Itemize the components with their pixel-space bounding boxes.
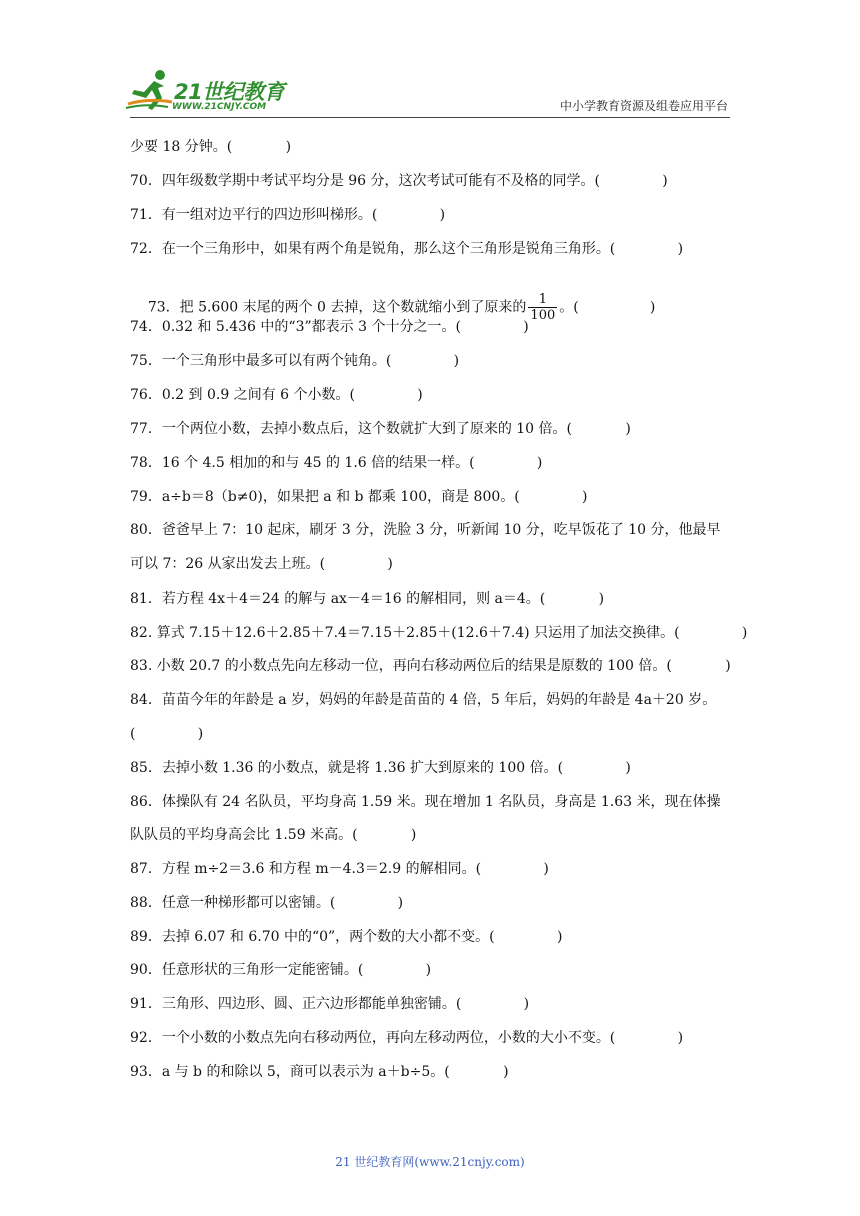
question-line: 71．有一组对边平行的四边形叫梯形。( ): [130, 207, 446, 223]
question-line: 83. 小数 20.7 的小数点先向左移动一位，再向右移动两位后的结果是原数的 100 倍。( ): [130, 658, 731, 674]
fraction: [528, 292, 557, 323]
fraction-denominator: 100: [530, 308, 556, 323]
site-logo[interactable]: [124, 68, 294, 116]
question-line: 76．0.2 到 0.9 之间有 6 个小数。( ): [130, 387, 423, 403]
question-line: 77．一个两位小数，去掉小数点后，这个数就扩大到了原来的 10 倍。( ): [130, 421, 631, 437]
question-line: 90．任意形状的三角形一定能密铺。( ): [130, 962, 432, 978]
question-line: 86．体操队有 24 名队员，平均身高 1.59 米。现在增加 1 名队员，身高是 1.63 米，现在体操: [130, 794, 721, 810]
question-line: 81．若方程 4x＋4＝24 的解与 ax－4＝16 的解相同，则 a＝4。( ): [130, 591, 605, 607]
question-line: 91．三角形、四边形、圆、正六边形都能单独密铺。( ): [130, 996, 530, 1012]
logo-url: WWW.21CNJY.COM: [172, 102, 267, 112]
question-line: 75．一个三角形中最多可以有两个钝角。( ): [130, 353, 460, 369]
header-divider: [130, 117, 730, 118]
question-line: 92．一个小数的小数点先向右移动两位，再向左移动两位，小数的大小不变。( ): [130, 1030, 684, 1046]
question-line: 可以 7：26 从家出发去上班。( ): [130, 556, 393, 572]
question-line: 少要 18 分钟。( ): [130, 139, 292, 155]
question-line: ( ): [130, 726, 204, 742]
question-line: 70．四年级数学期中考试平均分是 96 分，这次考试可能有不及格的同学。( ): [130, 173, 668, 189]
page-header: [0, 0, 860, 125]
question-line: 88．任意一种梯形都可以密铺。( ): [130, 895, 404, 911]
footer-link[interactable]: 21 世纪教育网(www.21cnjy.com): [335, 1155, 525, 1169]
q73-answer-blank: 。( ): [559, 299, 656, 316]
platform-title: 中小学教育资源及组卷应用平台: [559, 99, 728, 113]
question-line: 85．去掉小数 1.36 的小数点，就是将 1.36 扩大到原来的 100 倍。( ): [130, 760, 631, 776]
question-line: 队队员的平均身高会比 1.59 米高。( ): [130, 827, 417, 843]
logo-text: 21世纪教育: [174, 80, 285, 104]
q73-text: 73．把 5.600 末尾的两个 0 去掉，这个数就缩小到了原来的: [147, 299, 527, 316]
question-line: 72．在一个三角形中，如果有两个角是锐角，那么这个三角形是锐角三角形。( ): [130, 241, 684, 257]
question-line: 74．0.32 和 5.436 中的“3”都表示 3 个十分之一。( ): [130, 319, 529, 335]
question-line: 89．去掉 6.07 和 6.70 中的“0”，两个数的大小都不变。( ): [130, 929, 563, 945]
question-line: 82. 算式 7.15＋12.6＋2.85＋7.4＝7.15＋2.85＋(12.6＋7.4) 只运用了加法交换律。( ): [130, 625, 748, 641]
question-line: 78．16 个 4.5 相加的和与 45 的 1.6 倍的结果一样。( ): [130, 455, 543, 471]
question-line: 84．苗苗今年的年龄是 a 岁，妈妈的年龄是苗苗的 4 倍，5 年后，妈妈的年龄是 4a＋20 岁。: [130, 692, 717, 708]
fraction-numerator: 1: [528, 292, 557, 308]
question-line: 80．爸爸早上 7：10 起床，刷牙 3 分，洗脸 3 分，听新闻 10 分，吃早饭花了 10 分，他最早: [130, 522, 721, 538]
runner-logo-icon: [124, 68, 176, 114]
question-line: 79．a÷b＝8（b≠0)，如果把 a 和 b 都乘 100，商是 800。( ): [130, 489, 588, 505]
question-line: 93．a 与 b 的和除以 5，商可以表示为 a＋b÷5。( ): [130, 1064, 509, 1080]
question-line: 87．方程 m÷2＝3.6 和方程 m－4.3＝2.9 的解相同。( ): [130, 861, 549, 877]
